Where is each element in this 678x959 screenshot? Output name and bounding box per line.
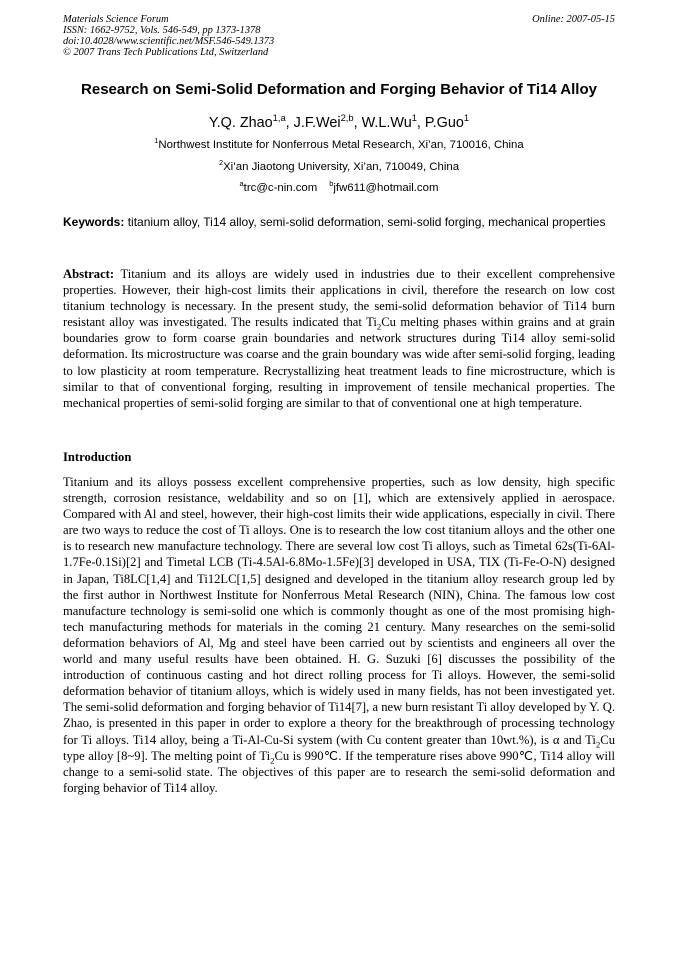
keywords-section <box>63 215 615 231</box>
journal-issn: ISSN: 1662-9752, Vols. 546-549, pp 1373-1378 <box>63 25 261 36</box>
abstract-section <box>63 266 615 411</box>
subscript: 2 <box>376 321 382 332</box>
email-address: jfw611@hotmail.com <box>333 182 439 194</box>
online-date: Online: 2007-05-15 <box>532 14 615 25</box>
author-affiliation-mark: 1 <box>463 113 470 124</box>
introduction-text: Cu type alloy [8~9]. The melting point of Ti <box>63 732 615 763</box>
keywords-label: Keywords: <box>63 215 125 229</box>
affiliation-text: Northwest Institute for Nonferrous Metal Research, Xi’an, 710016, China <box>158 139 524 151</box>
author-separator: , <box>353 115 362 131</box>
affiliation-1 <box>40 138 638 152</box>
introduction-heading: Introduction <box>63 450 132 464</box>
email-address: trc@c-nin.com <box>243 182 318 194</box>
introduction-body <box>63 474 615 796</box>
abstract-label: Abstract: <box>63 267 115 281</box>
author-name: W.L.Wu <box>361 115 412 131</box>
author-name: J.F.Wei <box>293 115 341 131</box>
affiliation-mark: 2 <box>218 158 224 168</box>
affiliation-text: Xi’an Jiaotong University, Xi’an, 710049, China <box>223 161 460 173</box>
author-affiliation-mark: 2,b <box>340 113 354 124</box>
author-separator: , <box>416 115 425 131</box>
subscript: 2 <box>270 755 275 766</box>
author-name: Y.Q. Zhao <box>208 115 273 131</box>
author-affiliation-mark: 1 <box>411 113 417 124</box>
author-list <box>40 114 638 132</box>
introduction-text: Titanium and its alloys possess excellent comprehensive properties, such as low density, high specific strength, corrosion resistance, weldability and so on [1], which are extensively applied in aerospace. Compared with Al and steel, however, their high-cost limits their wide applications, especially in civil. There are two ways to reduce the cost of Ti alloys. One is to research the low cost titanium alloys and the other one is to research new manufacture technology. There are several low cost Ti alloys, such as Timetal 62s(Ti-6Al-1.7Fe-0.1Si)[2] and Timetal LCB (Ti-4.5Al-6.8Mo-1.5Fe)[3] developed in USA, TIX (Ti-Fe-O-N) designed in Japan, Ti8LC[1,4] and Ti12LC[1,5] designed and developed in the titanium alloy research group led by the first author in Northwest Institute for Nonferrous Metal Research (NIN), China. The famous low cost manufacture technology is semi-solid one which is commonly thought as one of the most promising high-tech manufacturing methods for materials in the coming 21 century. Many researches on the semi-solid deformation behaviors of Al, Mg and steel have been carried out by scientists and engineers all over the world and many useful results have been obtained. H. G. Suzuki [6] discusses the possibility of the introduction of continuous casting and hot direct rolling process for Ti alloys. However, the semi-solid deformation behavior of titanium alloys, which is widely used in many fields, has not been investigated yet. The semi-solid deformation and forging behavior of Ti14[7], a new burn resistant Ti alloy developed by Y. Q. Zhao, is presented in this paper in order to explore a theory for the breakthrough of processing technology for Ti alloys. Ti14 alloy, being a Ti-Al-Cu-Si system (with Cu content greater than 10wt.%), is α and Ti <box>63 475 615 747</box>
author-separator: , <box>285 115 294 131</box>
keywords-text: titanium alloy, Ti14 alloy, semi-solid deformation, semi-solid forging, mechanical properties <box>127 215 606 229</box>
journal-doi: doi:10.4028/www.scientific.net/MSF.546-549.1373 <box>63 36 275 47</box>
abstract-text: Titanium and its alloys are widely used in industries due to their excellent comprehensive properties. However, their high-cost limits their applications in civil, therefore the research on low cost titanium technology is necessary. In the present study, the semi-solid deformation behavior of Ti14 burn resistant alloy was investigated. The results indicated that Ti <box>63 267 615 330</box>
abstract-text: Cu melting phases within grains and at grain boundaries grow to form coarse grain boundaries and network structures during Ti14 alloy semi-solid deformation. Its microstructure was coarse and the grain boundary was wide after semi-solid forging, leading to low plasticity at room temperature. Recrystallizing heat treatment leads to fine microstructure, which is similar to that of conventional forging, resulting in improvement of tensile mechanical properties. The mechanical properties of semi-solid forging are similar to that of conventional one at high temperature. <box>63 315 615 410</box>
author-affiliation-mark: 1,a <box>272 113 286 124</box>
email-mark: b <box>329 179 334 189</box>
journal-copyright: © 2007 Trans Tech Publications Ltd, Switzerland <box>63 47 269 58</box>
introduction-text: Cu is 990℃. If the temperature rises above 990℃, Ti14 alloy will change to a semi-solid state. The objectives of this paper are to research the semi-solid deformation and forging behavior of Ti14 alloy. <box>63 748 616 795</box>
email-mark: a <box>239 179 244 189</box>
affiliation-2 <box>40 160 638 174</box>
subscript: 2 <box>595 739 601 750</box>
author-name: P.Guo <box>424 115 464 131</box>
paper-title: Research on Semi-Solid Deformation and Forging Behavior of Ti14 Alloy <box>81 81 597 98</box>
journal-header <box>63 14 615 58</box>
affiliation-mark: 1 <box>154 136 159 146</box>
journal-name: Materials Science Forum <box>63 14 169 25</box>
author-emails <box>40 181 638 195</box>
